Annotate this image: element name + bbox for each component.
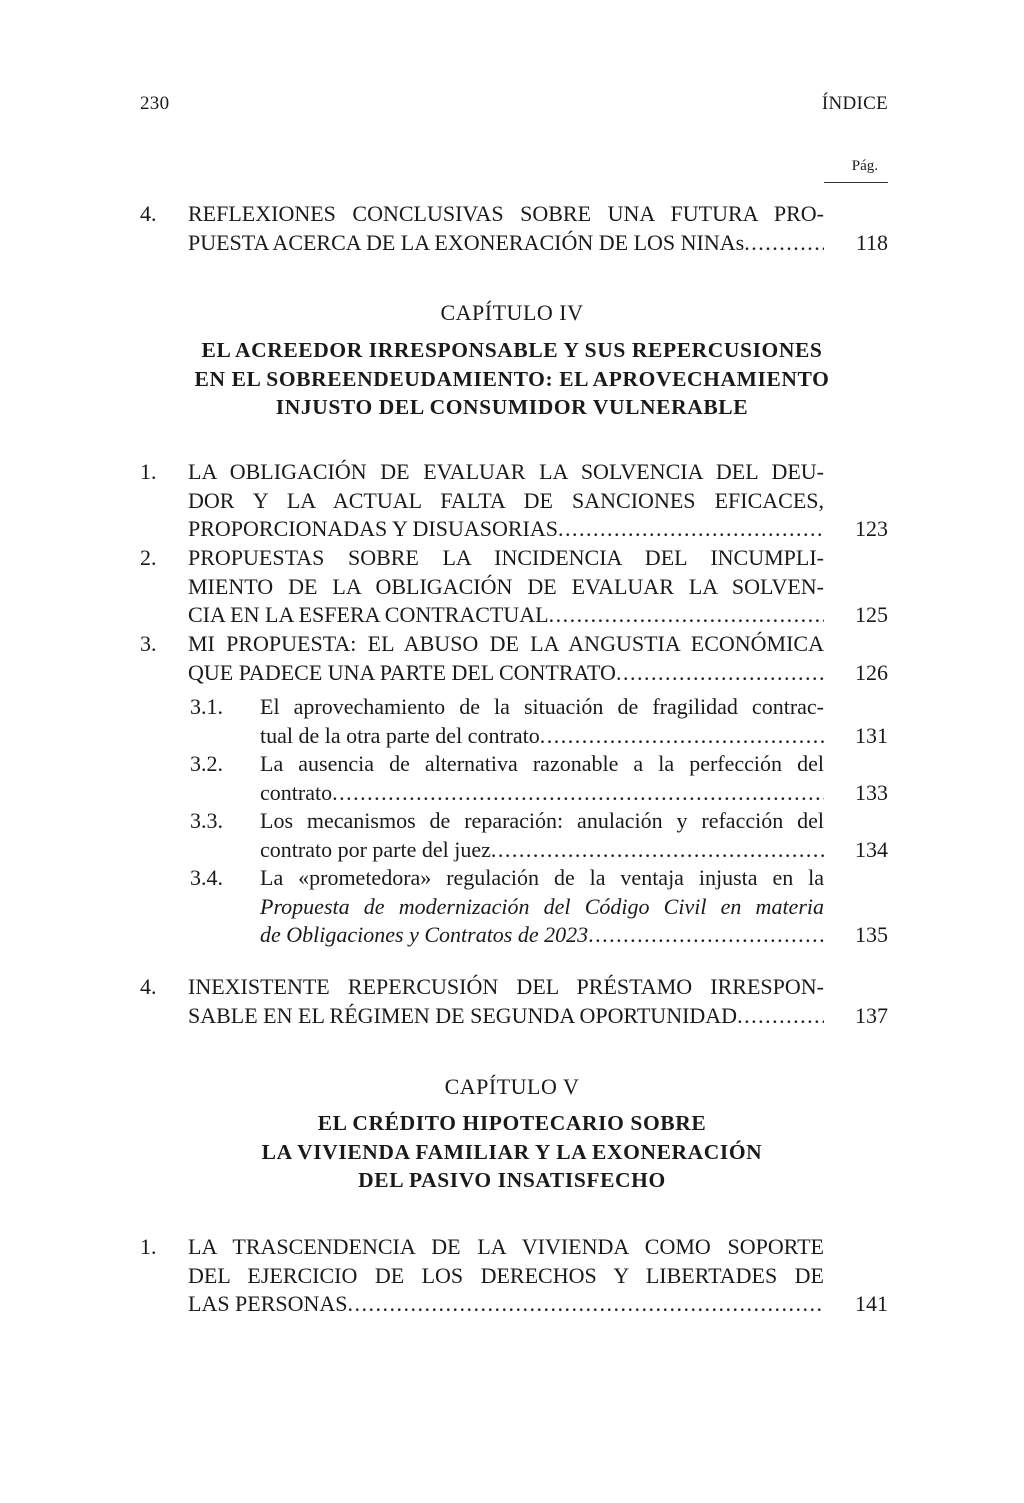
entry-number: 3. bbox=[140, 631, 157, 656]
page-column-rule bbox=[824, 182, 888, 183]
leader-dots bbox=[491, 836, 824, 865]
entry-text-line: PROPUESTAS SOBRE LA INCIDENCIA DEL INCUMPLI- bbox=[188, 545, 824, 570]
entry-text-line: SABLE EN EL RÉGIMEN DE SEGUNDA OPORTUNIDAD bbox=[188, 1002, 738, 1028]
entry-text-line: PROPORCIONADAS Y DISUASORIAS bbox=[188, 516, 558, 541]
entry-text-line: MIENTO DE LA OBLIGACIÓN DE EVALUAR LA SOLVEN- bbox=[188, 573, 824, 599]
entry-text-line: de Obligaciones y Contratos de 2023 bbox=[260, 922, 589, 947]
entry-page: 141 bbox=[855, 1291, 888, 1316]
leader-dots bbox=[549, 601, 824, 630]
leader-dots bbox=[540, 722, 824, 751]
entry-page: 123 bbox=[855, 516, 888, 541]
entry-number: 4. bbox=[140, 974, 157, 999]
chapter-title bbox=[0, 1109, 1024, 1195]
entry-text-line: Los mecanismos de reparación: anulación y refacción del bbox=[260, 808, 824, 833]
entry-text-line: REFLEXIONES CONCLUSIVAS SOBRE UNA FUTURA PRO- bbox=[188, 201, 824, 226]
leader-dots bbox=[737, 1002, 824, 1031]
chapter-title-line: INJUSTO DEL CONSUMIDOR VULNERABLE bbox=[275, 395, 749, 419]
entry-text-line: INEXISTENTE REPERCUSIÓN DEL PRÉSTAMO IRRESPON- bbox=[188, 974, 824, 999]
entry-text-line: PUESTA ACERCA DE LA EXONERACIÓN DE LOS NINAs bbox=[188, 229, 745, 255]
entry-number: 1. bbox=[140, 459, 157, 484]
chapter-title-line: EL ACREEDOR IRRESPONSABLE Y SUS REPERCUSIONES bbox=[201, 338, 823, 362]
entry-text-line: LA TRASCENDENCIA DE LA VIVIENDA COMO SOPORTE bbox=[188, 1234, 824, 1259]
entry-page: 131 bbox=[855, 722, 888, 748]
entry-number: 3.1. bbox=[190, 694, 223, 719]
chapter-title-line: DEL PASIVO INSATISFECHO bbox=[358, 1168, 666, 1192]
entry-text-line: tual de la otra parte del contrato bbox=[260, 722, 540, 748]
chapter-number: CAPÍTULO IV bbox=[440, 300, 584, 325]
leader-dots bbox=[588, 921, 824, 950]
leader-dots bbox=[744, 229, 824, 258]
page-column-label: Pág. bbox=[851, 158, 878, 174]
leader-dots bbox=[616, 659, 824, 688]
entry-number: 2. bbox=[140, 545, 157, 570]
chapter-title-line: EL CRÉDITO HIPOTECARIO SOBRE bbox=[317, 1111, 707, 1135]
chapter-number: CAPÍTULO V bbox=[444, 1074, 580, 1099]
entry-text-line: contrato por parte del juez bbox=[260, 836, 491, 862]
entry-text-line: La «prometedora» regulación de la ventaja injusta en la bbox=[260, 865, 824, 890]
chapter-title-line: LA VIVIENDA FAMILIAR Y LA EXONERACIÓN bbox=[261, 1139, 763, 1164]
entry-number: 3.4. bbox=[190, 865, 223, 890]
entry-text-line: QUE PADECE UNA PARTE DEL CONTRATO bbox=[188, 659, 616, 685]
page-number: 230 bbox=[140, 93, 170, 114]
entry-text-line: DOR Y LA ACTUAL FALTA DE SANCIONES EFICACES, bbox=[188, 487, 824, 513]
entry-text-line: LA OBLIGACIÓN DE EVALUAR LA SOLVENCIA DEL DEU- bbox=[188, 459, 824, 484]
entry-text-line: DEL EJERCICIO DE LOS DERECHOS Y LIBERTADES DE bbox=[188, 1262, 824, 1288]
entry-page: 135 bbox=[855, 922, 888, 947]
entry-number: 1. bbox=[140, 1234, 157, 1259]
entry-page: 137 bbox=[855, 1002, 888, 1028]
chapter-title-line: EN EL SOBREENDEUDAMIENTO: EL APROVECHAMIENTO bbox=[194, 366, 830, 391]
entry-text-line: La ausencia de alternativa razonable a la perfección del bbox=[260, 751, 824, 776]
entry-text-line: contrato bbox=[260, 779, 333, 805]
running-title: ÍNDICE bbox=[821, 93, 888, 114]
chapter-title bbox=[0, 336, 1024, 422]
entry-page: 134 bbox=[855, 836, 888, 862]
entry-page: 125 bbox=[855, 602, 888, 627]
leader-dots bbox=[558, 515, 824, 544]
leader-dots bbox=[348, 1290, 824, 1319]
entry-text-line: CIA EN LA ESFERA CONTRACTUAL bbox=[188, 602, 549, 627]
entry-page: 118 bbox=[855, 229, 888, 255]
entry-number: 3.2. bbox=[190, 751, 223, 776]
entry-text-line: LAS PERSONAS bbox=[188, 1291, 348, 1316]
entry-number: 3.3. bbox=[190, 808, 223, 833]
entry-text-line: Propuesta de modernización del Código Civil en materia bbox=[260, 893, 824, 919]
entry-page: 126 bbox=[855, 659, 888, 685]
entry-text-line: MI PROPUESTA: EL ABUSO DE LA ANGUSTIA ECONÓMICA bbox=[188, 631, 824, 656]
leader-dots bbox=[332, 779, 824, 808]
entry-text-line: El aprovechamiento de la situación de fragilidad contrac- bbox=[260, 694, 824, 719]
entry-number: 4. bbox=[140, 201, 157, 226]
entry-page: 133 bbox=[855, 779, 888, 805]
